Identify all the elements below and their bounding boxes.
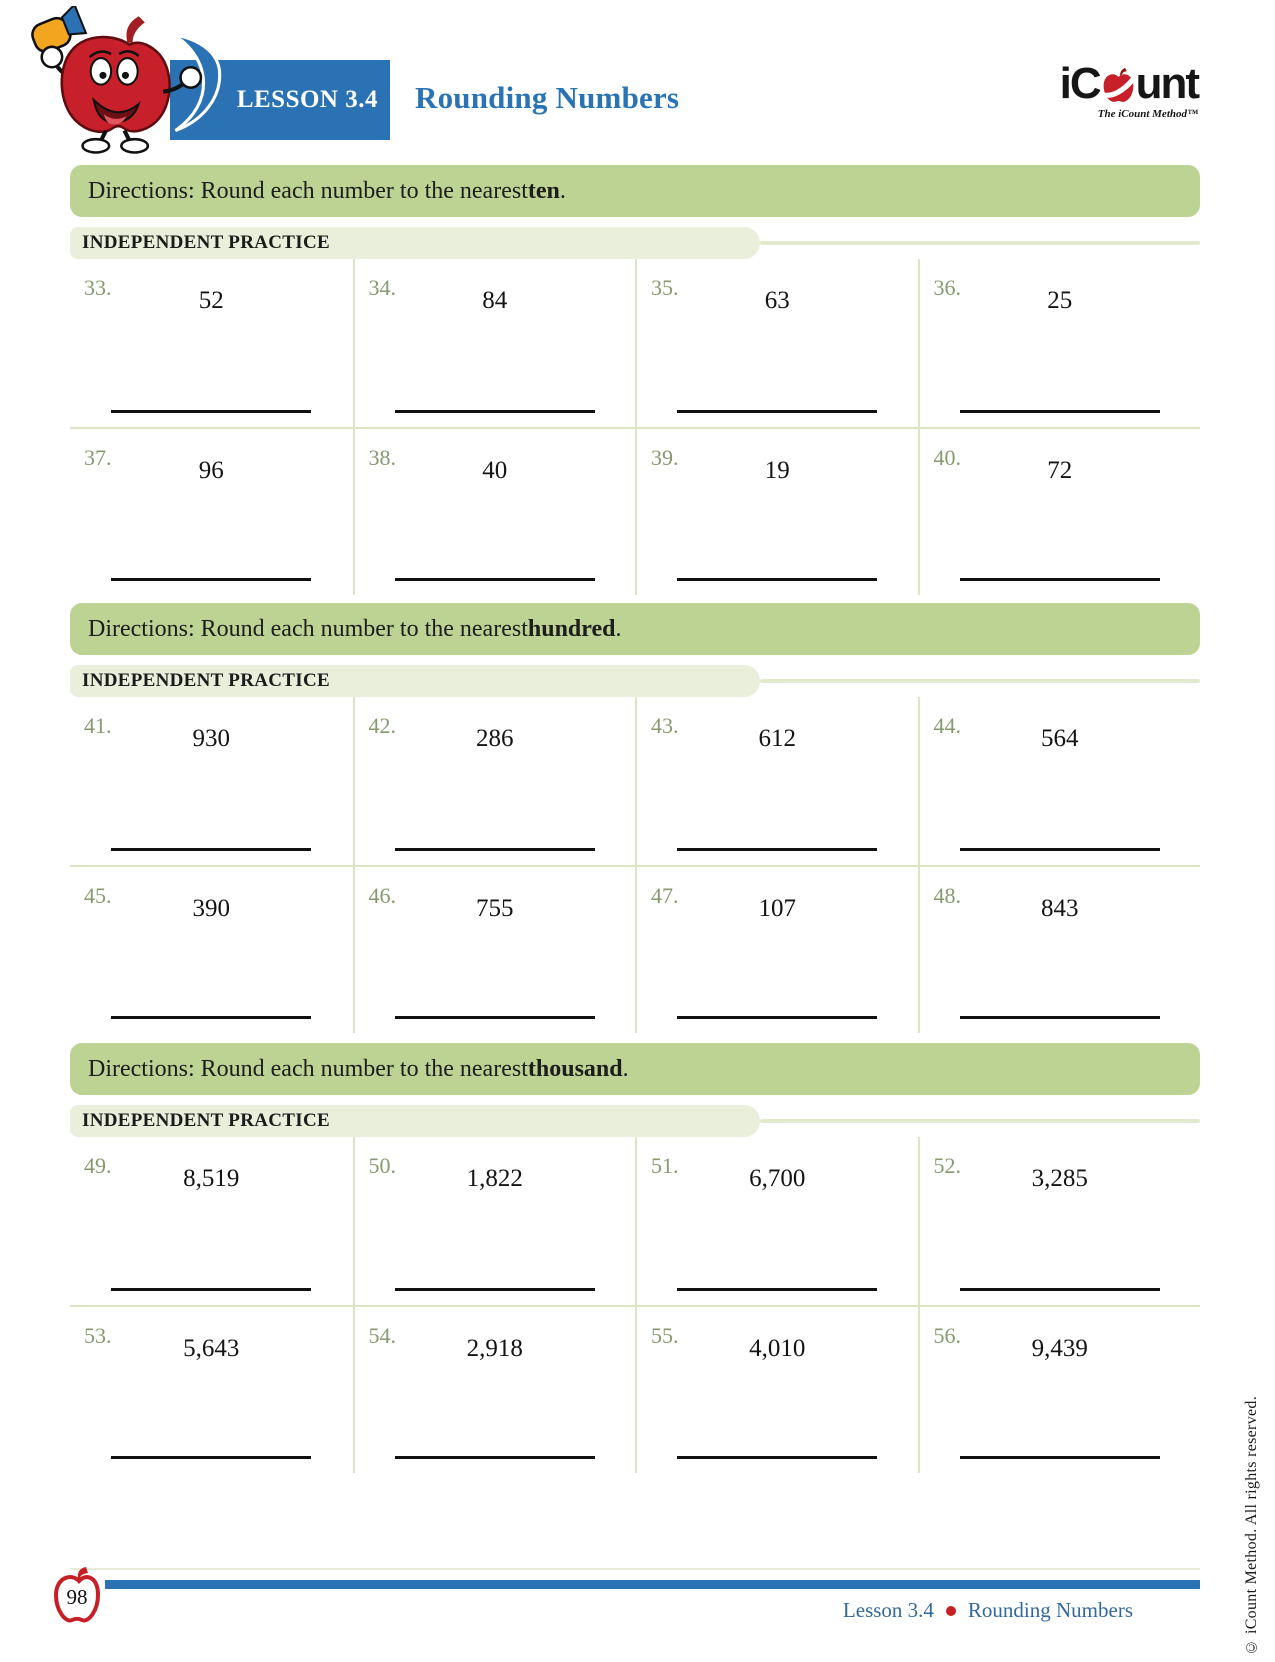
directions-bar: Directions: Round each number to the nearest ten . — [70, 165, 1200, 217]
answer-blank — [395, 848, 595, 851]
problem-number: 52. — [933, 1153, 961, 1178]
problem-cell — [635, 697, 918, 865]
problem-grid — [70, 697, 1200, 1033]
lesson-badge-label: LESSON 3.4 — [236, 86, 378, 113]
answer-blank — [395, 410, 595, 413]
problem-number: 38. — [368, 445, 396, 470]
problem-value: 96 — [198, 457, 224, 484]
page-header — [0, 0, 1275, 165]
answer-blank — [677, 410, 877, 413]
answer-blank — [395, 1456, 595, 1459]
problem-cell — [70, 427, 353, 595]
answer-blank — [677, 578, 877, 581]
problem-value: 755 — [476, 895, 514, 922]
problem-value: 6,700 — [749, 1165, 806, 1192]
problem-number: 46. — [368, 883, 396, 908]
footer-rule-line — [70, 1568, 1200, 1570]
directions-keyword: ten — [527, 177, 560, 204]
problem-cell — [70, 1137, 353, 1305]
problem-number: 34. — [368, 275, 396, 300]
problem-value: 25 — [1047, 287, 1073, 314]
answer-blank — [111, 1456, 311, 1459]
independent-practice-row — [70, 1105, 1200, 1137]
problem-number: 44. — [933, 713, 961, 738]
practice-rule-line — [760, 1119, 1200, 1123]
footer-title-label: Rounding Numbers — [967, 1598, 1133, 1622]
answer-blank — [111, 848, 311, 851]
brand-apple-icon — [1102, 67, 1135, 105]
independent-practice-row — [70, 665, 1200, 697]
problem-value: 84 — [482, 287, 508, 314]
directions-text: Directions: Round each number to the nearest — [88, 177, 528, 204]
section-nearest-ten — [70, 165, 1200, 595]
answer-blank — [960, 1016, 1160, 1019]
problem-number: 55. — [651, 1323, 679, 1348]
section-nearest-thousand — [70, 1043, 1200, 1473]
directions-bar: Directions: Round each number to the nearest thousand . — [70, 1043, 1200, 1095]
answer-blank — [111, 578, 311, 581]
problem-number: 54. — [368, 1323, 396, 1348]
answer-blank — [960, 1288, 1160, 1291]
problem-value: 9,439 — [1031, 1335, 1088, 1362]
problem-value: 40 — [482, 457, 508, 484]
problem-value: 5,643 — [183, 1335, 240, 1362]
problem-value: 930 — [192, 725, 230, 752]
problem-cell — [70, 259, 353, 427]
problem-number: 37. — [84, 445, 112, 470]
brand-logo — [1059, 59, 1198, 120]
apple-mascot-icon — [22, 6, 237, 154]
brand-word-start: iC — [1059, 59, 1100, 108]
problem-number: 40. — [933, 445, 961, 470]
directions-bar: Directions: Round each number to the nearest hundred . — [70, 603, 1200, 655]
brand-wordmark — [1059, 59, 1198, 108]
problem-value: 8,519 — [183, 1165, 240, 1192]
page-number: 98 — [66, 1585, 88, 1609]
problem-cell — [353, 697, 636, 865]
footer-caption — [843, 1598, 1133, 1623]
directions-keyword: thousand — [527, 1055, 623, 1082]
problem-number: 36. — [933, 275, 961, 300]
problem-value: 107 — [758, 895, 796, 922]
problem-value: 2,918 — [466, 1335, 523, 1362]
page-number-badge — [50, 1565, 104, 1629]
problem-number: 43. — [651, 713, 679, 738]
problem-value: 3,285 — [1031, 1165, 1088, 1192]
problem-value: 4,010 — [749, 1335, 806, 1362]
answer-blank — [395, 1288, 595, 1291]
problem-value: 564 — [1041, 725, 1079, 752]
footer-blue-bar — [105, 1580, 1200, 1589]
problem-value: 72 — [1047, 457, 1073, 484]
problem-cell — [70, 865, 353, 1033]
answer-blank — [677, 1456, 877, 1459]
directions-keyword: hundred — [527, 615, 616, 642]
answer-blank — [960, 1456, 1160, 1459]
problem-cell — [70, 697, 353, 865]
brand-word-end: unt — [1135, 59, 1198, 108]
answer-blank — [960, 848, 1160, 851]
problem-cell — [918, 427, 1201, 595]
problem-cell — [918, 259, 1201, 427]
answer-blank — [677, 1288, 877, 1291]
problem-cell — [353, 865, 636, 1033]
problem-value: 390 — [192, 895, 230, 922]
answer-blank — [677, 1016, 877, 1019]
problem-number: 41. — [84, 713, 112, 738]
problem-number: 42. — [368, 713, 396, 738]
copyright-text: © iCount Method. All rights reserved. — [1243, 1396, 1260, 1656]
problem-number: 53. — [84, 1323, 112, 1348]
answer-blank — [395, 578, 595, 581]
answer-blank — [111, 1288, 311, 1291]
practice-rule-line — [760, 241, 1200, 245]
problem-cell — [635, 865, 918, 1033]
directions-text: Directions: Round each number to the nearest — [88, 615, 528, 642]
independent-practice-row — [70, 227, 1200, 259]
answer-blank — [960, 578, 1160, 581]
problem-number: 48. — [933, 883, 961, 908]
problem-value: 19 — [764, 457, 790, 484]
independent-practice-label: INDEPENDENT PRACTICE — [70, 1105, 760, 1137]
problem-value: 52 — [198, 287, 224, 314]
problem-cell — [918, 1305, 1201, 1473]
problem-cell — [918, 1137, 1201, 1305]
problem-number: 39. — [651, 445, 679, 470]
directions-text: Directions: Round each number to the nearest — [88, 1055, 528, 1082]
independent-practice-label: INDEPENDENT PRACTICE — [70, 665, 760, 697]
answer-blank — [111, 1016, 311, 1019]
problem-cell — [353, 1305, 636, 1473]
problem-cell — [635, 259, 918, 427]
page-title: Rounding Numbers — [415, 80, 680, 115]
independent-practice-label: INDEPENDENT PRACTICE — [70, 227, 760, 259]
brand-tagline: The iCount Method™ — [1097, 108, 1198, 120]
answer-blank — [395, 1016, 595, 1019]
footer-bullet-icon — [946, 1606, 956, 1616]
problem-number: 56. — [933, 1323, 961, 1348]
answer-blank — [677, 848, 877, 851]
problem-grid — [70, 1137, 1200, 1473]
problem-number: 49. — [84, 1153, 112, 1178]
footer-lesson-label: Lesson 3.4 — [842, 1598, 934, 1622]
problem-number: 50. — [368, 1153, 396, 1178]
problem-number: 47. — [651, 883, 679, 908]
problem-number: 51. — [651, 1153, 679, 1178]
problem-cell — [918, 865, 1201, 1033]
problem-number: 33. — [84, 275, 112, 300]
problem-cell — [353, 427, 636, 595]
problem-cell — [70, 1305, 353, 1473]
practice-rule-line — [760, 679, 1200, 683]
problem-cell — [635, 1137, 918, 1305]
problem-number: 35. — [651, 275, 679, 300]
section-nearest-hundred — [70, 603, 1200, 1033]
problem-cell — [353, 259, 636, 427]
problem-value: 612 — [758, 725, 796, 752]
problem-cell — [635, 1305, 918, 1473]
problem-value: 843 — [1041, 895, 1079, 922]
problem-value: 1,822 — [466, 1165, 523, 1192]
problem-cell — [635, 427, 918, 595]
problem-number: 45. — [84, 883, 112, 908]
problem-cell — [353, 1137, 636, 1305]
answer-blank — [960, 410, 1160, 413]
answer-blank — [111, 410, 311, 413]
problem-cell — [918, 697, 1201, 865]
problem-grid — [70, 259, 1200, 595]
problem-value: 286 — [476, 725, 514, 752]
problem-value: 63 — [764, 287, 790, 314]
worksheet-content — [70, 165, 1200, 1473]
